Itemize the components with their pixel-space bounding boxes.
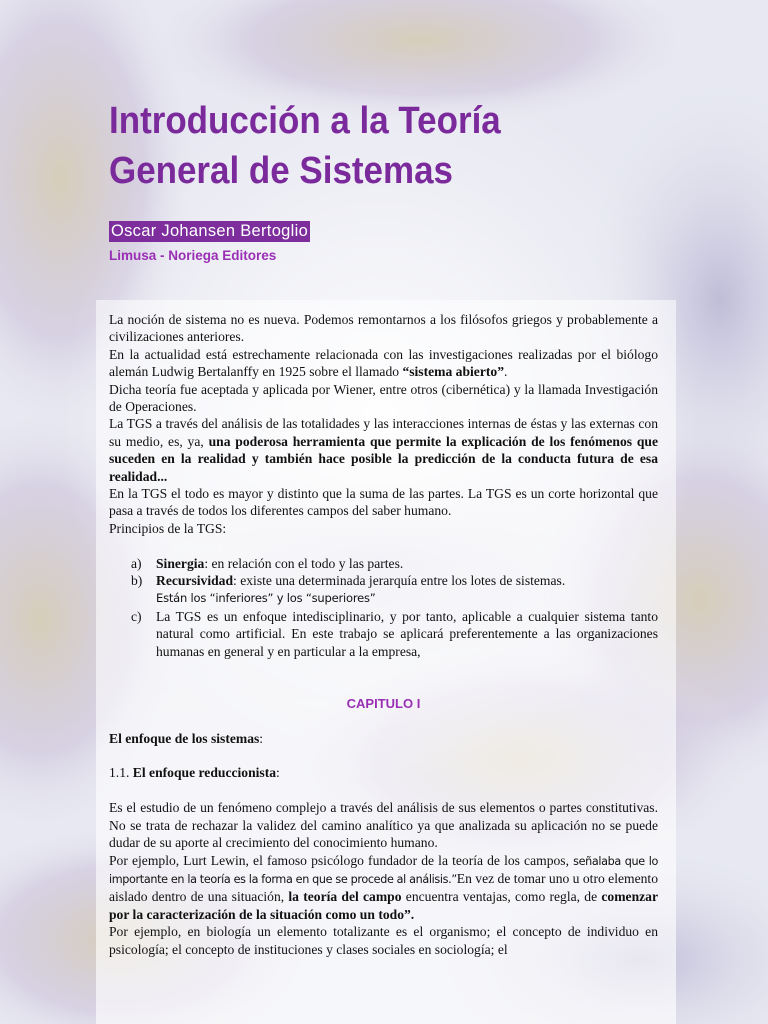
paragraph: En la actualidad está estrechamente relacionada con las investigaciones realizadas por el biólogo alemán Ludwig Bertalanffy en 1925 sobre el llamado “sistema abierto”. bbox=[109, 346, 658, 380]
author-name: Oscar Johansen Bertoglio bbox=[111, 222, 309, 240]
list-item: a) Sinergia: en relación con el todo y las partes. bbox=[131, 555, 404, 571]
chapter-heading: CAPITULO I bbox=[346, 695, 421, 711]
paragraph: La TGS a través del análisis de las totalidades y las interacciones internas de éstas y las externas con su medio, es, ya, una poderosa herramienta que permite la explicación de los fenómenos que suceden en la realidad y también hace posible la predicción de la conducta futura de esa realidad... bbox=[109, 416, 658, 484]
paragraph: Por ejemplo, Lurt Lewin, el famoso psicólogo fundador de la teoría de los campos, señalaba que lo importante en la teoría es la forma en que se procede al análisis.”En vez de tomar uno u otro elemento aislado dentro de una situación, la teoría del campo encuentra ventajas, como regla, de comenzar por la caracterización de la situación como un todo”. bbox=[109, 852, 658, 922]
document-body bbox=[109, 311, 658, 958]
section-heading: El enfoque de los sistemas: bbox=[109, 730, 264, 746]
list-item: b) Recursividad: existe una determinada jerarquía entre los lotes de sistemas. Están los “inferiores” y los “superiores” bbox=[131, 573, 566, 606]
publisher-name: Limusa - Noriega Editores bbox=[109, 248, 277, 263]
list-item: c) La TGS es un enfoque intedisciplinario, y por tanto, aplicable a cualquier sistema tanto natural como artificial. En este trabajo se aplicará preferentemente a las organizaciones humanas en general y en particular a la empresa, bbox=[131, 608, 658, 659]
principles-list bbox=[109, 555, 658, 660]
paragraph: Dicha teoría fue aceptada y aplicada por Wiener, entre otros (cibernética) y la llamada Investigación de Operaciones. bbox=[109, 381, 658, 415]
paragraph: Por ejemplo, en biología un elemento totalizante es el organismo; el concepto de individuo en psicología; el concepto de instituciones y clases sociales en sociología; el bbox=[109, 924, 658, 957]
paragraph: Es el estudio de un fenómeno complejo a través del análisis de sus elementos o partes constitutivas. No se trata de rechazar la validez del camino analítico ya que analizada su aplicación no se puede dudar de su aporte al crecimiento del conocimiento humano. bbox=[109, 800, 658, 851]
subsection-heading: 1.1. El enfoque reduccionista: bbox=[109, 765, 280, 781]
paragraph: En la TGS el todo es mayor y distinto que la suma de las partes. La TGS es un corte horizontal que pasa a través de todos los diferentes campos del saber humano. bbox=[109, 486, 658, 519]
paragraph: La noción de sistema no es nueva. Podemos remontarnos a los filósofos griegos y probablemente a civilizaciones anteriores. bbox=[109, 312, 658, 345]
paragraph: Principios de la TGS: bbox=[109, 520, 227, 536]
document-title: Introducción a la Teoría General de Sistemas bbox=[109, 100, 501, 192]
